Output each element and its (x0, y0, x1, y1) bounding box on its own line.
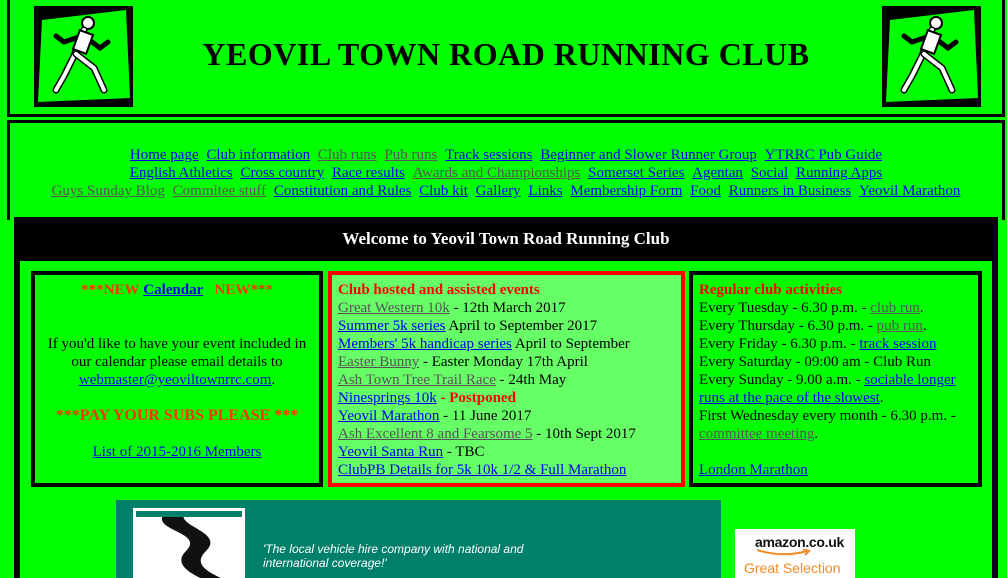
pub-run-link[interactable]: pub run (876, 318, 923, 334)
site-header (7, 0, 1005, 117)
club-run-link[interactable]: club run (870, 300, 920, 316)
event-link[interactable]: Yeovil Marathon (338, 408, 440, 424)
event-item (338, 425, 675, 443)
nav-yeovil-marathon[interactable]: Yeovil Marathon (859, 183, 961, 199)
event-date: April to September (511, 336, 630, 352)
members-list-link[interactable]: List of 2015-2016 Members (92, 444, 262, 460)
nav-club-kit[interactable]: Club kit (419, 183, 468, 199)
event-item (338, 353, 675, 371)
event-date: - Easter Monday 17th April (419, 354, 588, 370)
activity-text: First Wednesday every month - 6.30 p.m. - (699, 408, 956, 424)
nav-gallery[interactable]: Gallery (475, 183, 521, 199)
event-link[interactable]: Yeovil Santa Run (338, 444, 444, 460)
amazon-slogan: Great Selection (744, 560, 841, 576)
events-title: Club hosted and assisted events (338, 282, 540, 298)
calendar-text: If you'd like to have your event included in our calendar please email details to (47, 336, 307, 370)
nav-awards[interactable]: Awards and Championships (412, 165, 581, 181)
activity-end: . (922, 318, 927, 334)
calendar-link[interactable]: Calendar (143, 282, 204, 298)
nav-track-sessions[interactable]: Track sessions (445, 147, 533, 163)
activity-wednesday (699, 408, 956, 442)
nav-race-results[interactable]: Race results (331, 165, 405, 181)
nav-line-3 (10, 183, 1002, 200)
nav-line-1 (10, 147, 1002, 164)
nav-membership-form[interactable]: Membership Form (570, 183, 683, 199)
nav-somerset-series[interactable]: Somerset Series (588, 165, 685, 181)
nav-pub-guide[interactable]: YTRRC Pub Guide (764, 147, 883, 163)
nav-line-2 (10, 165, 1002, 182)
event-item (338, 443, 675, 461)
activity-text: Every Friday - 6.30 p.m. - (699, 336, 860, 352)
activity-end: . (879, 390, 884, 406)
activity-saturday: Every Saturday - 09:00 am - Club Run (699, 354, 932, 370)
ad-tagline: 'The local vehicle hire company with national and international coverage!' (263, 542, 524, 570)
event-date: - 10th Sept 2017 (532, 426, 636, 442)
nav-english-athletics[interactable]: English Athletics (129, 165, 233, 181)
site-title: YEOVIL TOWN ROAD RUNNING CLUB (202, 36, 810, 72)
event-date: - (436, 390, 450, 406)
main-navigation (7, 120, 1005, 220)
activity-text: Every Sunday - 9.00 a.m. - (699, 372, 865, 388)
event-link[interactable]: Easter Bunny (338, 354, 420, 370)
activity-end: . (919, 300, 924, 316)
road-logo (133, 508, 245, 578)
event-link[interactable]: Great Western 10k (338, 300, 450, 316)
event-date: - TBC (443, 444, 485, 460)
event-item (338, 389, 675, 407)
amazon-ad[interactable] (735, 529, 855, 578)
events-box (328, 271, 685, 487)
activity-tuesday (699, 299, 972, 317)
event-link[interactable]: Ash Town Tree Trail Race (338, 372, 496, 388)
activity-sunday (699, 372, 956, 406)
sociable-runs-link[interactable]: sociable longer runs at the pace of the slowest (699, 372, 956, 406)
activities-box (689, 271, 982, 487)
event-item (338, 317, 675, 335)
event-link[interactable]: Summer 5k series (338, 318, 446, 334)
london-marathon-link[interactable]: London Marathon (699, 462, 808, 478)
nav-agentan[interactable]: Agentan (692, 165, 743, 181)
activity-friday (699, 335, 972, 353)
event-date: April to September 2017 (445, 318, 598, 334)
welcome-heading: Welcome to Yeovil Town Road Running Club (14, 217, 998, 261)
event-date: - 24th May (495, 372, 567, 388)
new-prefix: ***NEW (81, 282, 140, 298)
amazon-logo: amazon.co.uk (755, 534, 844, 550)
event-date: - 12th March 2017 (449, 300, 566, 316)
nav-social[interactable]: Social (750, 165, 789, 181)
activity-end: . (814, 426, 819, 442)
committee-meeting-link[interactable]: committee meeting (699, 426, 815, 442)
nav-guys-sunday-blog[interactable]: Guys Sunday Blog (51, 183, 165, 199)
activity-text: Every Tuesday - 6.30 p.m. - (699, 300, 871, 316)
event-date: - 11 June 2017 (439, 408, 532, 424)
event-item (338, 299, 675, 317)
amazon-smile-icon (755, 549, 815, 557)
new-suffix: NEW*** (214, 282, 273, 298)
activities-title: Regular club activities (699, 282, 843, 298)
activity-thursday (699, 317, 972, 335)
event-link[interactable]: ClubPB Details for 5k 10k 1/2 & Full Marathon (338, 462, 627, 478)
news-box (31, 271, 323, 487)
nav-pub-runs[interactable]: Pub runs (384, 147, 438, 163)
event-item (338, 461, 675, 479)
vehicle-hire-ad[interactable] (116, 500, 721, 578)
nav-beginner-group[interactable]: Beginner and Slower Runner Group (540, 147, 757, 163)
pay-subs-notice: ***PAY YOUR SUBS PLEASE *** (55, 407, 299, 424)
nav-running-apps[interactable]: Running Apps (795, 165, 883, 181)
postponed-status: Postponed (449, 390, 516, 406)
event-item (338, 335, 675, 353)
event-item (338, 371, 675, 389)
event-link[interactable]: Ninesprings 10k (338, 390, 437, 406)
nav-food[interactable]: Food (690, 183, 721, 199)
webmaster-email-link[interactable]: webmaster@yeoviltownrrc.com (78, 372, 272, 388)
nav-commitee-stuff[interactable]: Commitee stuff (172, 183, 267, 199)
nav-runners-in-business[interactable]: Runners in Business (728, 183, 852, 199)
nav-links[interactable]: Links (528, 183, 563, 199)
event-link[interactable]: Ash Excellent 8 and Fearsome 5 (338, 426, 533, 442)
runner-logo-right (882, 6, 981, 107)
nav-cross-country[interactable]: Cross country (240, 165, 325, 181)
track-session-link[interactable]: track session (859, 336, 937, 352)
event-item (338, 407, 675, 425)
nav-home-page[interactable]: Home page (129, 147, 199, 163)
nav-club-information[interactable]: Club information (206, 147, 311, 163)
event-link[interactable]: Members' 5k handicap series (338, 336, 512, 352)
activity-text: Every Thursday - 6.30 p.m. - (699, 318, 877, 334)
runner-icon (882, 6, 981, 107)
nav-constitution[interactable]: Constitution and Rules (273, 183, 412, 199)
road-icon (136, 511, 242, 578)
nav-club-runs[interactable]: Club runs (317, 147, 377, 163)
email-period: . (271, 372, 276, 388)
